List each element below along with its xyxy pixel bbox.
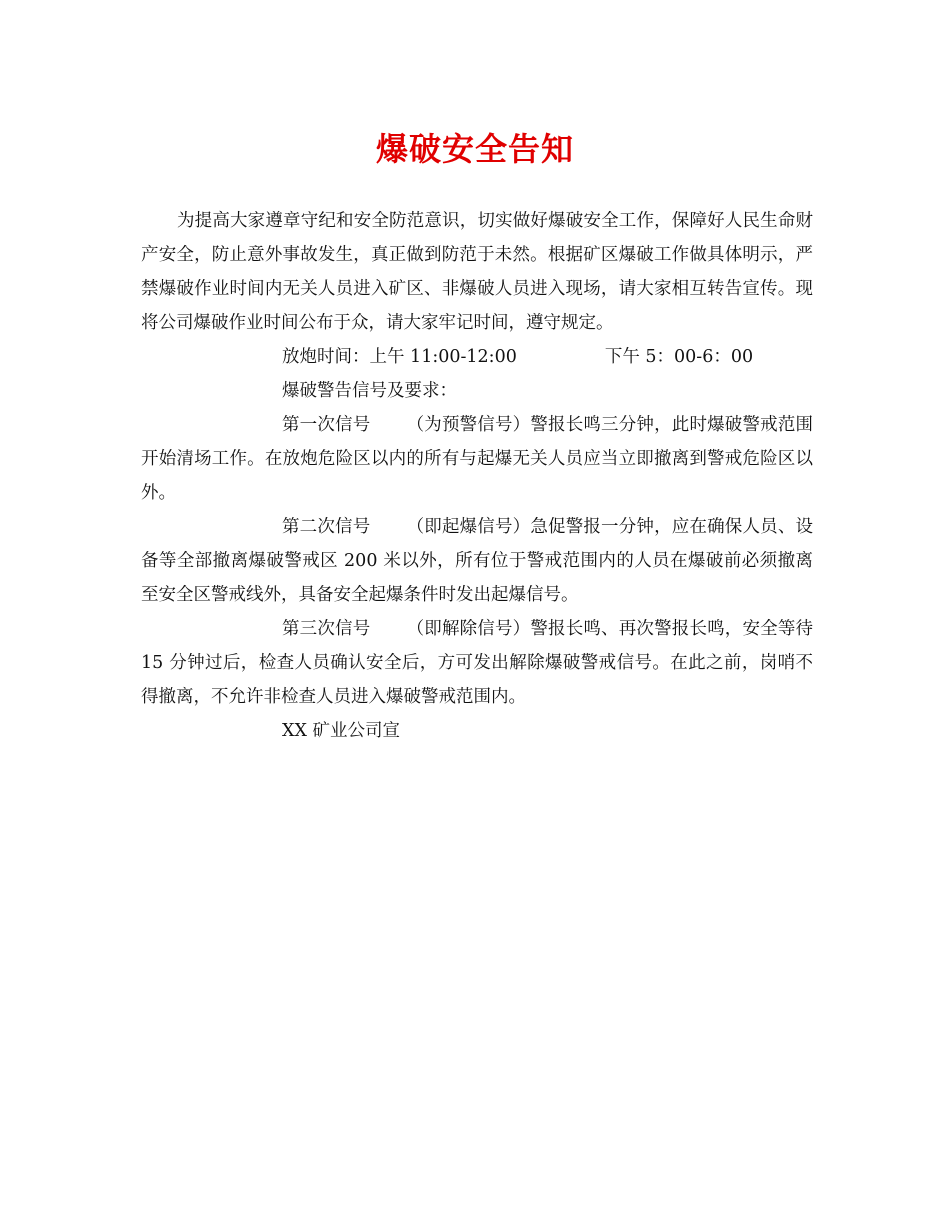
signal-name: 第一次信号 (282, 415, 371, 435)
signals-heading: 爆破警告信号及要求： (282, 381, 457, 401)
blasting-schedule (141, 340, 813, 374)
signal-type: （为预警信号） (406, 415, 531, 435)
signal-paragraph-1 (141, 408, 813, 510)
signal-name: 第二次信号 (282, 517, 371, 537)
signal-name: 第三次信号 (282, 619, 371, 639)
document-title: 爆破安全告知 (375, 130, 574, 168)
schedule-afternoon: 下午 5：00-6：00 (604, 347, 754, 367)
signal-type: （即解除信号） (406, 619, 531, 639)
signal-description: 警报长鸣三分钟，此时爆破警戒范围开始清场工作。在放炮危险区以内的所有与起爆无关人员应当立即撤离到警戒危险区以外。 (141, 415, 814, 503)
company-signature: XX 矿业公司宣 (282, 721, 400, 741)
signal-description: 急促警报一分钟，应在确保人员、设备等全部撤离爆破警戒区 200 米以外，所有位于警戒范围内的人员在爆破前必须撤离至安全区警戒线外，具备安全起爆条件时发出起爆信号。 (141, 517, 814, 605)
signal-paragraph-2 (141, 510, 813, 612)
signal-paragraph-3 (141, 612, 813, 714)
intro-paragraph: 为提高大家遵章守纪和安全防范意识，切实做好爆破安全工作，保障好人民生命财产安全，防止意外事故发生，真正做到防范于未然。根据矿区爆破工作做具体明示，严禁爆破作业时间内无关人员进入矿区、非爆破人员进入现场，请大家相互转告宣传。现将公司爆破作业时间公布于众，请大家牢记时间，遵守规定。 (141, 211, 813, 333)
signal-description: 警报长鸣、再次警报长鸣，安全等待 15 分钟过后，检查人员确认安全后，方可发出解除爆破警戒信号。在此之前，岗哨不得撤离，不允许非检查人员进入爆破警戒范围内。 (141, 619, 814, 707)
schedule-morning: 放炮时间：上午 11:00-12:00 (282, 347, 517, 367)
signal-type: （即起爆信号） (406, 517, 531, 537)
document-body (141, 204, 813, 748)
